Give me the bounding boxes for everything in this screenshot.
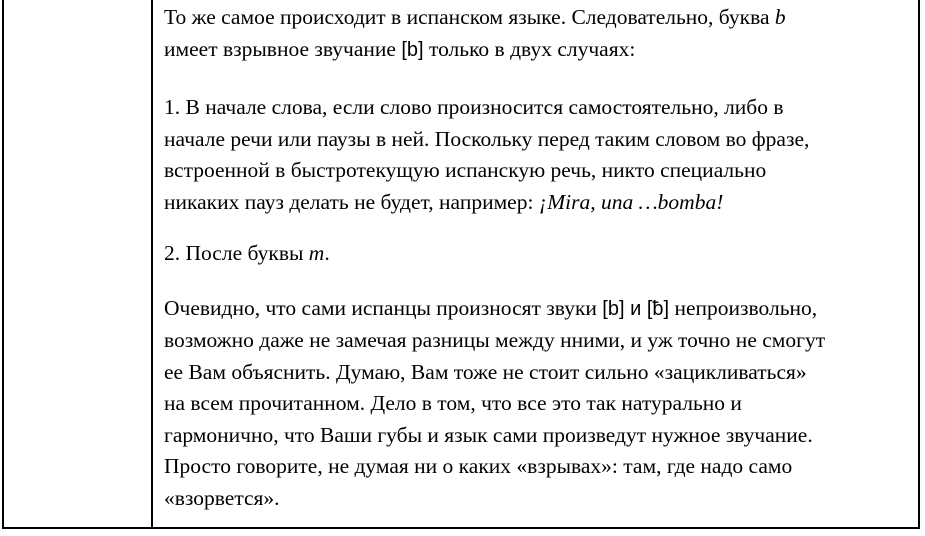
conclusion-line1: Очевидно, что сами испанцы произносят звуки [164, 295, 603, 320]
paragraph-conclusion-line5 [164, 420, 904, 452]
paragraph-intro [164, 2, 904, 34]
table-cell-text [164, 2, 904, 514]
paragraph-case-1-line4 [164, 187, 904, 219]
case1-line3: встроенной в быстротекущую испанскую речь, никто специально [164, 158, 767, 182]
paragraph-conclusion-line7 [164, 483, 904, 515]
conclusion-line5: гармонично, что Ваши губы и язык сами произведут нужное звучание. [164, 422, 813, 447]
conclusion-line4: на всем прочитанном. Дело в том, что все это так натурально и [164, 391, 742, 415]
paragraph-case-1-line2 [164, 124, 904, 156]
paragraph-case-1-line3 [164, 155, 904, 187]
conclusion-line7: «взорвется». [164, 485, 280, 510]
letter-b: b [774, 5, 786, 29]
letter-m: m [308, 241, 325, 265]
conclusion-line6: Просто говорите, не думая ни о каких «взрывах»: там, где надо само [164, 454, 793, 478]
conclusion-line3: ее Вам объяснить. Думаю, Вам тоже не стоит сильно «зацикливаться» [164, 359, 807, 384]
example-phrase: ¡Mira, una …bomba! [538, 189, 724, 214]
paragraph-conclusion-line4 [164, 388, 904, 420]
case2-text: 2. После буквы [164, 241, 309, 265]
paragraph-conclusion-line2 [164, 325, 904, 357]
conclusion-line1-end: непроизвольно, [669, 295, 818, 320]
ipa-b: [b] [401, 38, 424, 61]
paragraph-conclusion-line3 [164, 357, 904, 389]
column-divider [151, 0, 153, 529]
conclusion-line2: возможно даже не замечая разницы между нними, и уж точно не смогут [164, 328, 826, 352]
paragraph-intro-line2 [164, 34, 904, 67]
paragraph-case-1 [164, 92, 904, 124]
conjunction-and: и [624, 297, 647, 320]
ipa-b-barred: [ƀ] [646, 297, 670, 320]
case1-line2: начале речи или паузы в ней. Поскольку перед таким словом во фразе, [164, 126, 810, 151]
case1-line1: 1. В начале слова, если слово произносится самостоятельно, либо в [164, 95, 784, 119]
intro-text-2: имеет взрывное звучание [164, 36, 402, 61]
case2-period: . [324, 241, 330, 265]
paragraph-conclusion [164, 293, 904, 326]
intro-text: То же самое происходит в испанском языке. Следовательно, буква [164, 5, 775, 29]
case1-line4: никаких пауз делать не будет, например: [164, 189, 539, 214]
paragraph-conclusion-line6 [164, 451, 904, 483]
ipa-b-plain: [b] [602, 297, 625, 320]
paragraph-case-2 [164, 238, 904, 270]
intro-text-3: только в двух случаях: [423, 36, 636, 61]
